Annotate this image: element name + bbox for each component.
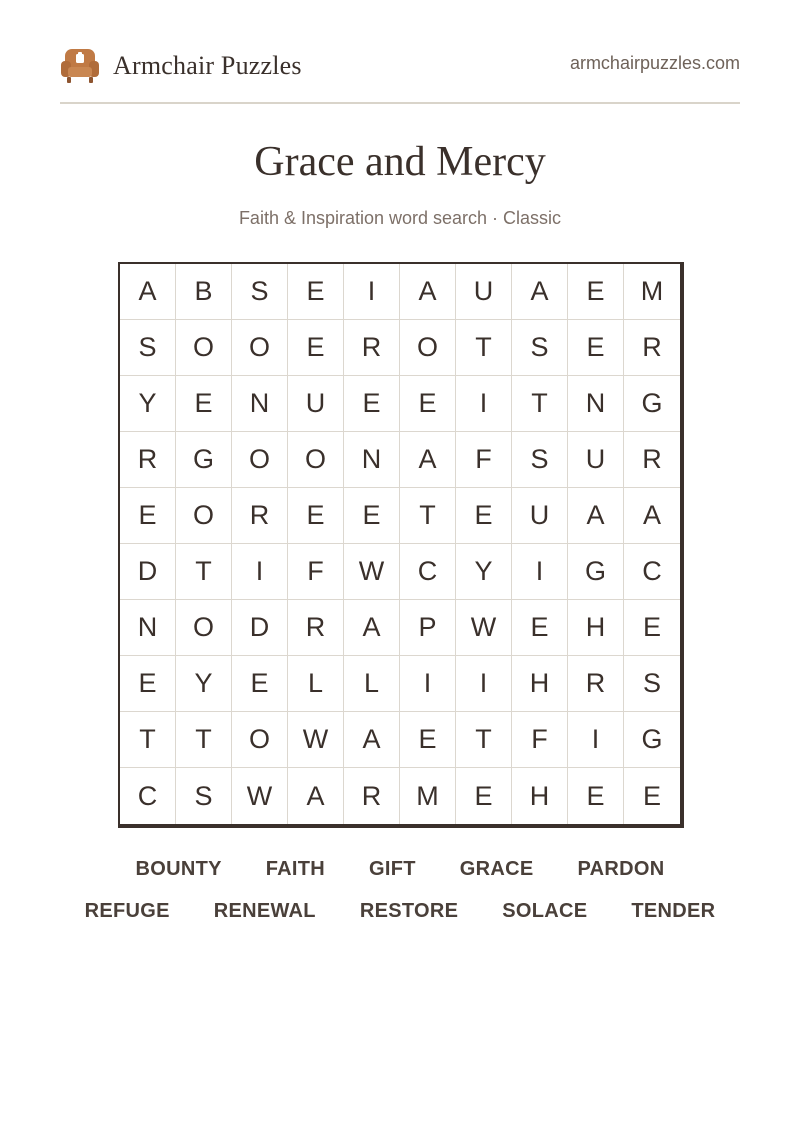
grid-cell[interactable]: C <box>400 544 456 600</box>
grid-cell[interactable]: S <box>624 656 680 712</box>
brand-logo[interactable] <box>60 46 302 86</box>
grid-cell[interactable]: O <box>176 488 232 544</box>
grid-cell[interactable]: W <box>344 544 400 600</box>
word-list-item: SOLACE <box>502 900 588 922</box>
grid-cell[interactable]: U <box>512 488 568 544</box>
grid-cell[interactable]: W <box>288 712 344 768</box>
grid-cell[interactable]: E <box>232 656 288 712</box>
grid-cell[interactable]: A <box>120 264 176 320</box>
word-list-item: TENDER <box>631 900 716 922</box>
armchair-icon <box>60 46 100 86</box>
grid-cell[interactable]: C <box>624 544 680 600</box>
grid-cell[interactable]: O <box>176 320 232 376</box>
grid-cell[interactable]: E <box>288 264 344 320</box>
grid-cell[interactable]: T <box>176 712 232 768</box>
grid-cell[interactable]: L <box>288 656 344 712</box>
letter-grid[interactable] <box>118 262 684 828</box>
grid-cell[interactable]: E <box>624 600 680 656</box>
grid-cell[interactable]: E <box>512 600 568 656</box>
grid-cell[interactable]: E <box>456 488 512 544</box>
grid-cell[interactable]: R <box>624 320 680 376</box>
grid-cell[interactable]: E <box>642 780 661 811</box>
word-list-row <box>0 858 800 881</box>
grid-cell[interactable]: I <box>456 656 512 712</box>
grid-cell[interactable]: G <box>568 544 624 600</box>
grid-cell[interactable]: A <box>400 432 456 488</box>
grid-cell[interactable]: I <box>400 656 456 712</box>
grid-cell[interactable]: E <box>288 488 344 544</box>
grid-cell[interactable]: N <box>344 432 400 488</box>
grid-cell[interactable]: H <box>568 600 624 656</box>
grid-cell[interactable]: R <box>232 488 288 544</box>
grid-cell[interactable]: E <box>568 768 624 824</box>
grid-cell[interactable]: H <box>512 656 568 712</box>
grid-cell[interactable]: L <box>344 656 400 712</box>
grid-cell[interactable]: M <box>624 264 680 320</box>
grid-cell[interactable]: I <box>512 544 568 600</box>
grid-cell[interactable]: W <box>456 600 512 656</box>
grid-cell[interactable]: E <box>400 376 456 432</box>
grid-cell[interactable]: Y <box>120 376 176 432</box>
word-list-item: RENEWAL <box>213 900 316 922</box>
grid-cell[interactable]: O <box>288 432 344 488</box>
grid-cell[interactable]: I <box>232 544 288 600</box>
grid-cell[interactable]: W <box>232 768 288 824</box>
grid-cell[interactable]: E <box>400 712 456 768</box>
brand-name: Armchair Puzzles <box>113 51 302 80</box>
grid-cell[interactable]: N <box>120 600 176 656</box>
puzzle-title: Grace and Mercy <box>254 139 546 185</box>
word-list-row <box>0 900 800 923</box>
grid-cell[interactable]: Y <box>176 656 232 712</box>
puzzle-subtitle: Faith & Inspiration word search · Classic <box>238 208 562 228</box>
grid-cell[interactable]: R <box>120 432 176 488</box>
grid-cell[interactable]: A <box>344 712 400 768</box>
grid-cell[interactable]: S <box>232 264 288 320</box>
grid-cell[interactable]: D <box>120 544 176 600</box>
grid-cell[interactable]: F <box>456 432 512 488</box>
grid-cell[interactable]: O <box>400 320 456 376</box>
grid-cell[interactable]: I <box>456 376 512 432</box>
grid-cell[interactable]: A <box>624 488 680 544</box>
grid-cell[interactable]: O <box>232 712 288 768</box>
grid-cell[interactable]: B <box>176 264 232 320</box>
grid-cell[interactable]: E <box>344 488 400 544</box>
grid-cell[interactable]: A <box>512 264 568 320</box>
word-list-item: GIFT <box>369 858 416 880</box>
grid-cell[interactable]: U <box>568 432 624 488</box>
grid-cell[interactable]: G <box>176 432 232 488</box>
site-link[interactable]: armchairpuzzles.com <box>569 53 740 73</box>
grid-cell[interactable]: T <box>456 320 512 376</box>
grid-cell[interactable]: I <box>344 264 400 320</box>
grid-cell[interactable]: E <box>344 376 400 432</box>
grid-cell[interactable]: S <box>120 320 176 376</box>
word-list-item: FAITH <box>265 858 326 880</box>
word-list-item: REFUGE <box>84 900 170 922</box>
grid-cell[interactable]: R <box>624 432 680 488</box>
grid-cell[interactable]: R <box>344 320 400 376</box>
grid-cell[interactable]: E <box>568 320 624 376</box>
grid-cell[interactable]: T <box>120 712 176 768</box>
grid-cell[interactable]: O <box>176 600 232 656</box>
grid-cell[interactable]: Y <box>456 544 512 600</box>
grid-cell[interactable]: E <box>120 488 176 544</box>
grid-cell[interactable]: T <box>176 544 232 600</box>
grid-cell[interactable]: E <box>176 376 232 432</box>
grid-cell[interactable]: A <box>400 264 456 320</box>
grid-cell[interactable]: O <box>232 320 288 376</box>
grid-cell[interactable]: G <box>624 712 680 768</box>
grid-cell[interactable]: A <box>344 600 400 656</box>
grid-cell[interactable]: F <box>288 544 344 600</box>
grid-cell[interactable]: F <box>512 712 568 768</box>
grid-cell[interactable]: H <box>512 768 568 824</box>
grid-cell[interactable]: U <box>456 264 512 320</box>
page-header <box>60 40 740 90</box>
grid-cell[interactable]: R <box>288 600 344 656</box>
grid-cell[interactable]: P <box>400 600 456 656</box>
grid-cell[interactable]: C <box>120 768 176 824</box>
grid-cell[interactable]: A <box>568 488 624 544</box>
word-list-item: GRACE <box>459 858 534 880</box>
grid-cell[interactable]: I <box>568 712 624 768</box>
grid-cell[interactable]: U <box>288 376 344 432</box>
grid-cell[interactable]: T <box>512 376 568 432</box>
grid-cell[interactable]: E <box>456 768 512 824</box>
grid-cell[interactable]: S <box>176 768 232 824</box>
grid-cell[interactable]: T <box>400 488 456 544</box>
header-divider <box>60 102 740 104</box>
word-list-item: PARDON <box>577 858 665 880</box>
grid-cell[interactable]: N <box>232 376 288 432</box>
grid-cell[interactable]: N <box>568 376 624 432</box>
grid-cell[interactable]: T <box>456 712 512 768</box>
grid-cell[interactable]: S <box>512 432 568 488</box>
grid-cell[interactable]: E <box>120 656 176 712</box>
grid-cell[interactable]: E <box>568 264 624 320</box>
grid-cell[interactable]: M <box>400 768 456 824</box>
grid-cell[interactable]: G <box>624 376 680 432</box>
word-list-item: RESTORE <box>359 900 459 922</box>
grid-cell[interactable]: E <box>288 320 344 376</box>
grid-cell[interactable]: O <box>232 432 288 488</box>
grid-cell[interactable]: S <box>512 320 568 376</box>
word-list-item: BOUNTY <box>135 858 222 880</box>
grid-cell[interactable]: D <box>232 600 288 656</box>
grid-cell[interactable]: A <box>288 768 344 824</box>
grid-cell[interactable]: R <box>344 768 400 824</box>
grid-cell[interactable]: R <box>568 656 624 712</box>
